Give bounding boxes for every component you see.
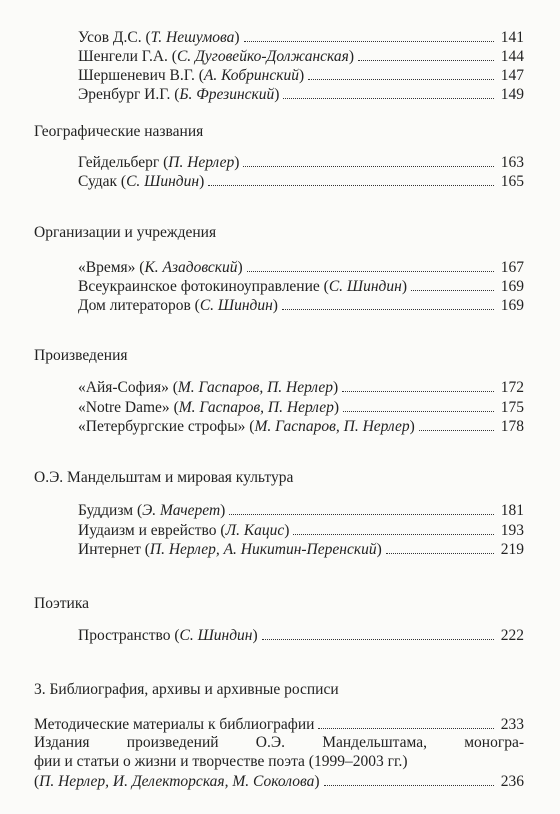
toc-entry[interactable]: Буддизм ( Э. Мачерет ) 181: [78, 501, 524, 519]
entry-author: Т. Нешумова: [150, 28, 235, 46]
dot-leader: [318, 714, 494, 729]
page-number: 141: [500, 28, 524, 46]
entry-author: М. Гаспаров, П. Нерлер: [177, 378, 334, 396]
section-heading: О.Э. Мандельштам и мировая культура: [34, 469, 294, 486]
entry-author: Л. Кацис: [225, 521, 285, 539]
entry-title: «Айя-София»: [78, 378, 169, 396]
entry-author: М. Гаспаров, П. Нерлер: [178, 398, 334, 416]
section-heading: Произведения: [34, 347, 128, 364]
entry-title: Гейдельберг: [78, 153, 160, 171]
page-number: 149: [500, 85, 524, 103]
dot-leader: [342, 377, 494, 392]
toc-entry[interactable]: ( П. Нерлер, И. Делекторская, М. Соколова ) 236: [34, 772, 524, 790]
section-heading: 3. Библиография, архивы и архивные росписи: [34, 681, 339, 698]
dot-leader: [283, 84, 494, 99]
entry-author: М. Гаспаров, П. Нерлер: [254, 417, 410, 435]
page-number: 169: [500, 277, 524, 295]
toc-entry[interactable]: Интернет ( П. Нерлер, А. Никитин-Перенский ) 219: [78, 540, 524, 558]
toc-entry[interactable]: Судак ( С. Шиндин ) 165: [78, 172, 524, 190]
dot-leader: [386, 539, 494, 554]
entry-title: Методические материалы к библиографии: [34, 715, 315, 733]
page-number: 233: [500, 715, 524, 733]
dot-leader: [229, 500, 494, 515]
entry-title: Всеукраинское фотокиноуправление: [78, 277, 320, 295]
page-number: 165: [500, 172, 524, 190]
toc-entry[interactable]: «Петербургские строфы» ( М. Гаспаров, П. Нерлер ) 178: [78, 417, 524, 435]
toc-entry[interactable]: «Notre Dame» ( М. Гаспаров, П. Нерлер ) 175: [78, 398, 524, 416]
dot-leader: [324, 771, 494, 786]
entry-author: С. Шиндин: [199, 296, 273, 314]
entry-author: П. Нерлер: [168, 153, 235, 171]
entry-title: Пространство: [78, 626, 171, 644]
toc-entry[interactable]: Иудаизм и еврейство ( Л. Кацис ) 193: [78, 521, 524, 539]
page-number: 167: [500, 258, 524, 276]
entry-author: А. Кобринский: [203, 66, 299, 84]
section-heading: Поэтика: [34, 595, 90, 612]
toc-entry[interactable]: «Время» ( К. Азадовский ) 167: [78, 258, 524, 276]
toc-entry[interactable]: Шенгели Г.А. ( С. Дуговейко-Должанская ) 144: [78, 47, 524, 65]
page-number: 144: [500, 47, 524, 65]
entry-title: «Время»: [78, 258, 136, 276]
entry-title: Эренбург И.Г.: [78, 85, 171, 103]
section-heading: Организации и учреждения: [34, 224, 217, 241]
dot-leader: [358, 46, 494, 61]
entry-author: С. Шиндин: [126, 172, 200, 190]
dot-leader: [282, 295, 494, 310]
entry-title-line[interactable]: Издания произведений О.Э. Мандельштама, моногра-: [34, 734, 524, 751]
entry-author: П. Нерлер, А. Никитин-Перенский: [149, 540, 377, 558]
page-number: 236: [500, 772, 524, 790]
entry-author: С. Дуговейко-Должанская: [176, 47, 349, 65]
page-number: 181: [500, 501, 524, 519]
page-number: 175: [500, 398, 524, 416]
dot-leader: [247, 257, 494, 272]
page-number: 147: [500, 66, 524, 84]
dot-leader: [244, 27, 494, 42]
toc-entry[interactable]: Дом литераторов ( С. Шиндин ) 169: [78, 296, 524, 314]
entry-author: П. Нерлер, И. Делекторская, М. Соколова: [39, 772, 315, 790]
entry-title: Шенгели Г.А.: [78, 47, 168, 65]
toc-entry[interactable]: Эренбург И.Г. ( Б. Фрезинский ) 149: [78, 85, 524, 103]
toc-entry[interactable]: Всеукраинское фотокиноуправление ( С. Шиндин ) 169: [78, 277, 524, 295]
entry-title: Шершеневич В.Г.: [78, 66, 195, 84]
page-number: 178: [500, 417, 524, 435]
entry-title-line[interactable]: фии и статьи о жизни и творчестве поэта (1999–2003 гг.): [34, 753, 408, 770]
dot-leader: [208, 171, 494, 186]
entry-title: Судак: [78, 172, 118, 190]
entry-author: С. Шиндин: [328, 277, 402, 295]
entry-title: «Notre Dame»: [78, 398, 170, 416]
entry-title: Интернет: [78, 540, 141, 558]
toc-entry[interactable]: Гейдельберг ( П. Нерлер ) 163: [78, 153, 524, 171]
page-number: 163: [500, 153, 524, 171]
page-number: 222: [500, 626, 524, 644]
page-number: 193: [500, 521, 524, 539]
entry-author: К. Азадовский: [144, 258, 238, 276]
entry-author: Б. Фрезинский: [179, 85, 275, 103]
toc-entry[interactable]: Пространство ( С. Шиндин ) 222: [78, 626, 524, 644]
page-number: 219: [500, 540, 524, 558]
dot-leader: [411, 276, 494, 291]
entry-title: Усов Д.С.: [78, 28, 142, 46]
dot-leader: [293, 520, 494, 535]
dot-leader: [343, 397, 494, 412]
dot-leader: [243, 152, 494, 167]
entry-title: Дом литераторов: [78, 296, 191, 314]
entry-author: Э. Мачерет: [142, 501, 221, 519]
dot-leader: [419, 416, 494, 431]
toc-entry[interactable]: [34, 714, 524, 734]
entry-title: Иудаизм и еврейство: [78, 521, 217, 539]
page-number: 172: [500, 378, 524, 396]
dot-leader: [308, 65, 494, 80]
entry-title: Буддизм: [78, 501, 134, 519]
entry-author: С. Шиндин: [179, 626, 253, 644]
toc-entry[interactable]: Шершеневич В.Г. ( А. Кобринский ) 147: [78, 66, 524, 84]
toc-entry[interactable]: Усов Д.С. ( Т. Нешумова ) 141: [78, 28, 524, 46]
section-heading: Географические названия: [34, 123, 204, 140]
entry-title: «Петербургские строфы»: [78, 417, 246, 435]
page-number: 169: [500, 296, 524, 314]
toc-entry[interactable]: «Айя-София» ( М. Гаспаров, П. Нерлер ) 172: [78, 378, 524, 396]
dot-leader: [262, 625, 494, 640]
